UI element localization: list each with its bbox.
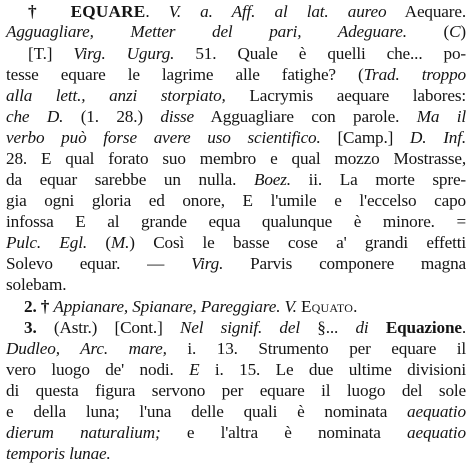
text-run: Virg. Ugurg. [73, 44, 175, 63]
entry-line-3 [28, 44, 466, 64]
text-run: i. 13. Strumento per equare il [166, 339, 467, 358]
text-run: di questa figura servono per equare il luogo del sole [6, 381, 466, 400]
entry-line-9 [6, 170, 466, 190]
text-run: Parvis componere magna [223, 254, 466, 273]
text-run: Agguagliare, Metter del pari, Adeguare. [6, 22, 407, 41]
text-run: (1. 28.) [63, 107, 161, 126]
text-run: . [353, 297, 358, 316]
text-run: temporis lunae. [6, 444, 111, 463]
text-run: 2. † [24, 297, 54, 316]
entry-line-1 [28, 2, 466, 22]
text-run: D. Inf. [410, 128, 466, 147]
sense-3-line-2 [6, 339, 466, 359]
sense-3-line-5 [6, 402, 466, 422]
text-run: Equato [300, 297, 354, 316]
text-run: gia ogni gloria ed onore, E l'umile e l'eccelso capo [6, 191, 466, 210]
text-run: tesse equare le lagrime alle fatighe? ( [6, 65, 364, 84]
entry-line-4 [6, 65, 466, 85]
sense-2-line [24, 297, 466, 317]
text-run: ii. La morte spre- [290, 170, 466, 189]
entry-line-6 [6, 107, 466, 127]
text-run: Ma il [416, 107, 467, 126]
text-run: [Camp.] [320, 128, 410, 147]
text-run: 28. E qual forato suo membro e qual mozzo Mostrasse, [6, 149, 466, 168]
text-run: infossa E al grande equa qualunque è minore. = [6, 212, 466, 231]
text-run [255, 2, 274, 21]
entry-line-7 [6, 128, 466, 148]
entry-line-5 [6, 86, 466, 106]
sense-3-line-1 [24, 318, 466, 338]
text-run: ( [406, 22, 450, 41]
text-run: Boez. [254, 170, 291, 189]
entry-line-2 [6, 22, 466, 42]
sense-3-line-4 [6, 381, 466, 401]
text-run: vero luogo de' nodi. [6, 360, 190, 379]
text-run: EQUARE [70, 2, 146, 21]
entry-line-10 [6, 191, 466, 211]
text-run: Virg. [191, 254, 224, 273]
text-run: di [355, 318, 369, 337]
text-run [369, 318, 386, 337]
text-run: verbo può forse avere uso scientifico. [6, 128, 321, 147]
text-run: che D. [6, 107, 64, 126]
text-run: aureo [347, 2, 387, 21]
text-run: [T.] [28, 44, 74, 63]
entry-line-13 [6, 254, 466, 274]
text-run: 51. Quale è quelli che... po- [174, 44, 466, 63]
text-run [329, 2, 348, 21]
text-run: Pulc. Egl. [6, 233, 87, 252]
sense-3-line-3 [6, 360, 466, 380]
text-run: V. a. Aff. [168, 2, 256, 21]
text-run: Agguagliare con parole. [194, 107, 417, 126]
text-run: solebam. [6, 275, 67, 294]
text-run: aequatio [407, 423, 466, 442]
entry-line-11 [6, 212, 466, 232]
text-run: Trad. troppo [363, 65, 467, 84]
text-run: Nel signif. del [179, 318, 300, 337]
text-run: Dudleo, Arc. mare, [6, 339, 167, 358]
text-run: i. 15. Le due ultime divisioni [199, 360, 466, 379]
text-run: disse [160, 107, 195, 126]
text-run: alla lett., anzi storpiato, [6, 86, 226, 105]
text-run: Lacrymis aequare labores: [225, 86, 467, 105]
text-run: 3. [24, 318, 37, 337]
text-run: . [461, 318, 466, 337]
text-run: . [145, 2, 169, 21]
sense-3-line-6 [6, 423, 466, 443]
text-run: ) Così le basse cose a' grandi effetti [129, 233, 466, 252]
text-run: da equar sarebbe un nulla. [6, 170, 254, 189]
sense-3-line-7 [6, 444, 466, 464]
text-run: † [28, 2, 71, 21]
text-run: ( [86, 233, 111, 252]
text-run: aequatio [407, 402, 466, 421]
text-run: e l'altra è nominata [160, 423, 408, 442]
text-run: Solevo equar. — [6, 254, 192, 273]
text-run: dierum naturalium; [6, 423, 161, 442]
text-run: E [189, 360, 200, 379]
text-run: Appianare, Spianare, Pareggiare. V. [53, 297, 297, 316]
entry-line-8 [6, 149, 466, 169]
text-run: C [449, 22, 461, 41]
text-run: (Astr.) [Cont.] [36, 318, 180, 337]
text-run: §... [299, 318, 356, 337]
text-run: Equazione [385, 318, 462, 337]
entry-line-12 [6, 233, 466, 253]
entry-line-14 [6, 275, 466, 295]
text-run: Aequare. [386, 2, 466, 21]
text-run: M. [110, 233, 130, 252]
text-run: ) [460, 22, 466, 41]
text-run: al lat. [274, 2, 329, 21]
text-run: e della luna; l'una delle quali è nominata [6, 402, 408, 421]
